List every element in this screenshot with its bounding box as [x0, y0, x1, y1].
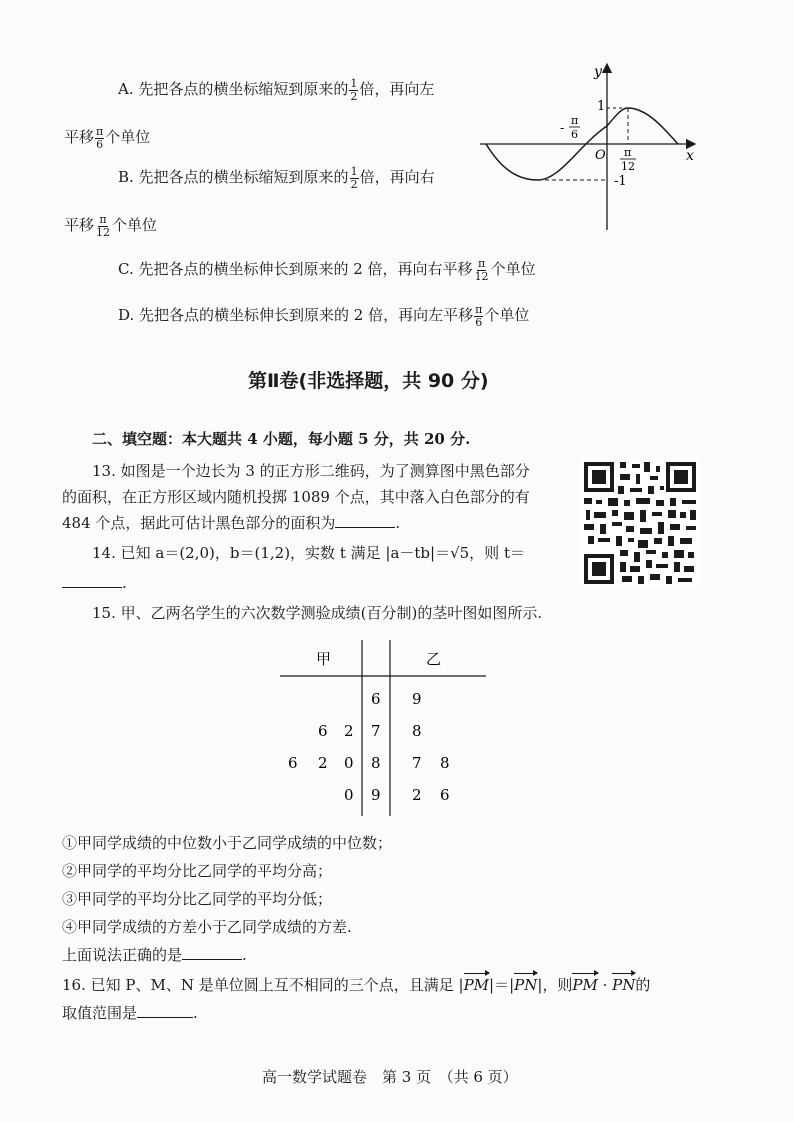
tick-label-neg1: -1 [614, 174, 627, 189]
q13-answer-blank[interactable] [335, 515, 395, 528]
stem: 6 [371, 690, 381, 708]
vector-pm: PM [572, 976, 598, 994]
leaf-right: 6 [440, 786, 450, 804]
q14-line2: . [62, 574, 127, 592]
page-footer: 高一数学试题卷 第 3 页 （共 6 页） [262, 1068, 518, 1086]
stem-leaf-plot [280, 640, 490, 820]
vector-pn: PN [612, 976, 636, 994]
tick-label-neg-pi6-sign: - [560, 121, 565, 136]
option-d: D. 先把各点的横坐标伸长到原来的 2 倍，再向左平移 $\frac{\pi}{6}$ 个单位 [118, 303, 530, 329]
q13-line2: 的面积，在正方形区域内随机投掷 1089 个点，其中落入白色部分的有 [62, 488, 530, 506]
leaf-left: 2 [318, 754, 328, 772]
statement-1: ①甲同学成绩的中位数小于乙同学成绩的中位数； [62, 834, 393, 852]
option-a-line2: 平移 $\frac{\pi}{6}$ 个单位 [64, 125, 151, 151]
q14-answer-blank[interactable] [62, 575, 122, 588]
leaf-right: 8 [440, 754, 450, 772]
part2-heading: 二、填空题：本大题共 4 小题，每小题 5 分，共 20 分. [92, 430, 471, 448]
q13-line3: 484 个点，据此可估计黑色部分的面积为 . [62, 514, 401, 532]
option-c: C. 先把各点的横坐标伸长到原来的 2 倍，再向右平移 $\frac{\pi}{12}$ 个单位 [118, 257, 536, 283]
section-title: 第Ⅱ卷(非选择题，共 90 分) [248, 370, 489, 392]
leaf-right: 9 [412, 690, 422, 708]
stem: 8 [371, 754, 381, 772]
leaf-right: 8 [412, 722, 422, 740]
leaf-left: 0 [344, 754, 354, 772]
q13-line1: 13. 如图是一个边长为 3 的正方形二维码，为了测算图中黑色部分 [92, 462, 530, 480]
x-label: x [686, 148, 694, 164]
leaf-left: 6 [318, 722, 328, 740]
statement-4: ④甲同学成绩的方差小于乙同学成绩的方差. [62, 918, 352, 936]
fraction-pi-6: $\frac{\pi}{6}$ [96, 125, 104, 151]
fraction-one-half: $\frac{1}{2}$ [350, 77, 358, 103]
option-b-line1: B. 先把各点的横坐标缩短到原来的 $\frac{1}{2}$ 倍，再向右 [118, 165, 435, 191]
q15-answer-line: 上面说法正确的是 . [62, 946, 247, 964]
option-b-line2: 平移 $\frac{\pi}{12}$ 个单位 [64, 213, 158, 239]
origin-label: O [595, 148, 606, 163]
statement-2: ②甲同学的平均分比乙同学的平均分高； [62, 862, 333, 880]
stem: 9 [371, 786, 381, 804]
q16-answer-blank[interactable] [137, 1005, 193, 1018]
leaf-right: 2 [412, 786, 422, 804]
q15-intro: 15. 甲、乙两名学生的六次数学测验成绩(百分制)的茎叶图如图所示. [92, 604, 543, 622]
leaf-left: 0 [344, 786, 354, 804]
q15-answer-blank[interactable] [182, 947, 242, 960]
vector-pn: PN [514, 976, 538, 994]
option-a-line1: A. 先把各点的横坐标缩短到原来的 $\frac{1}{2}$ 倍，再向左 [118, 77, 435, 103]
tick-label-1: 1 [597, 99, 606, 114]
leaf-right: 7 [412, 754, 422, 772]
fraction-one-half: $\frac{1}{2}$ [350, 165, 358, 191]
tick-label-pi12-num: π [624, 146, 632, 159]
tick-label-neg-pi6-den: 6 [571, 128, 578, 141]
q14-line1: 14. 已知 a＝(2,0)，b＝(1,2)，实数 t 满足 |a－tb|＝√5，则 t＝ [92, 544, 525, 562]
fraction-pi-12: $\frac{\pi}{12}$ [96, 213, 111, 239]
q16-line1: 16. 已知 P、M、N 是单位圆上互不相同的三个点，且满足 |PM|＝|PN|，则PM · PN的 [62, 976, 651, 994]
qr-code-image [580, 458, 700, 588]
y-label: y [594, 64, 602, 80]
stem-leaf-left-header: 甲 [316, 650, 332, 668]
q16-line2: 取值范围是 . [62, 1004, 198, 1022]
leaf-left: 2 [344, 722, 354, 740]
leaf-left: 6 [288, 754, 298, 772]
vector-pm: PM [463, 976, 490, 994]
tick-label-neg-pi6-num: π [571, 114, 579, 127]
stem: 7 [371, 722, 381, 740]
stem-leaf-right-header: 乙 [426, 650, 442, 668]
fraction-pi-12: $\frac{\pi}{12}$ [474, 257, 489, 283]
tick-label-pi12-den: 12 [621, 160, 635, 173]
sine-graph [480, 58, 710, 238]
fraction-pi-6: $\frac{\pi}{6}$ [475, 303, 483, 329]
statement-3: ③甲同学的平均分比乙同学的平均分低； [62, 890, 333, 908]
